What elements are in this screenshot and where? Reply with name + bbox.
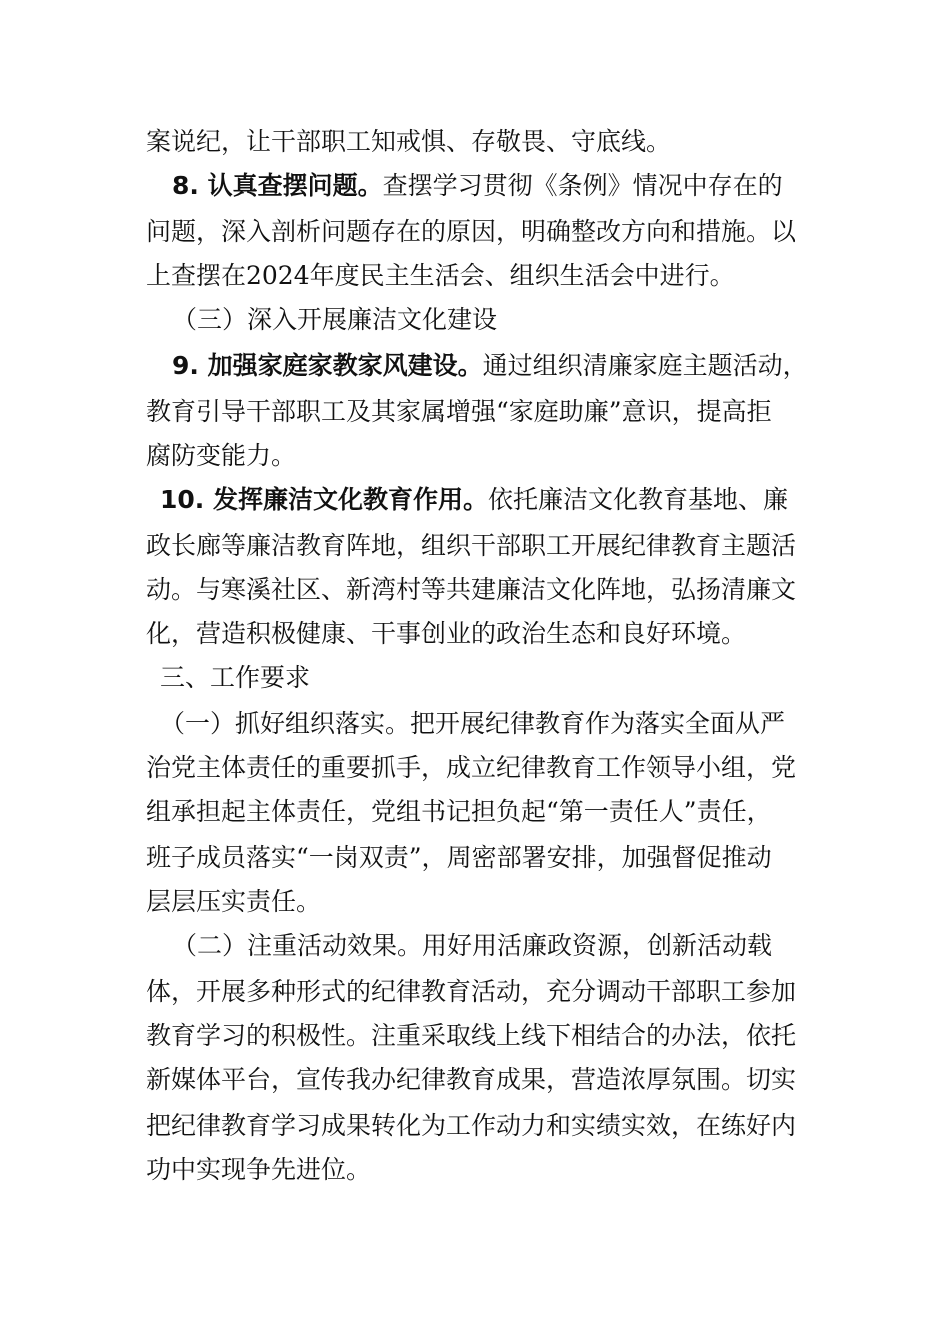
item-8-heading: 8. 认真查摆问题。 xyxy=(172,171,383,200)
item-10-line xyxy=(160,480,788,520)
subsection-heading-3 xyxy=(172,300,497,340)
paragraph-line xyxy=(146,838,772,878)
line-text: 功中实现争先进位。 xyxy=(146,1155,372,1184)
paragraph-line xyxy=(146,614,746,654)
line-text: 班子成员落实“一岗双责”，周密部署安排，加强督促推动 xyxy=(146,843,772,872)
line-text: 政长廊等廉洁教育阵地，组织干部职工开展纪律教育主题活 xyxy=(146,531,797,560)
paragraph-line xyxy=(146,882,321,922)
paragraph-line xyxy=(172,926,772,966)
line-text: 组承担起主体责任，党组书记担负起“第一责任人”责任， xyxy=(146,797,772,826)
line-text: 体，开展多种形式的纪律教育活动，充分调动干部职工参加 xyxy=(146,977,797,1006)
item-10-heading: 10. 发挥廉洁文化教育作用。 xyxy=(160,485,488,514)
paragraph-line xyxy=(146,436,296,476)
item-9-line xyxy=(172,346,808,386)
line-text: 通过组织清廉家庭主题活动， xyxy=(482,351,808,380)
paragraph-line xyxy=(146,392,772,432)
line-text: （二）注重活动效果。用好用活廉政资源，创新活动载 xyxy=(172,931,773,960)
line-text: （三）深入开展廉洁文化建设 xyxy=(172,305,498,334)
line-text: （一）抓好组织落实。把开展纪律教育作为落实全面从严 xyxy=(160,709,786,738)
line-text: 新媒体平台，宣传我办纪律教育成果，营造浓厚氛围。切实 xyxy=(146,1065,797,1094)
paragraph-line xyxy=(146,972,796,1012)
line-text: 化，营造积极健康、干事创业的政治生态和良好环境。 xyxy=(146,619,747,648)
paragraph-line xyxy=(146,1016,796,1056)
line-text: 层层压实责任。 xyxy=(146,887,322,916)
paragraph-line xyxy=(146,212,796,252)
line-text: 教育引导干部职工及其家属增强“家庭助廉”意识，提高拒 xyxy=(146,397,772,426)
line-text: 治党主体责任的重要抓手，成立纪律教育工作领导小组，党 xyxy=(146,753,797,782)
item-8-line xyxy=(172,166,783,206)
item-9-heading: 9. 加强家庭家教家风建设。 xyxy=(172,351,483,380)
paragraph-line xyxy=(146,1106,796,1146)
paragraph-line xyxy=(146,122,671,162)
line-text: 腐防变能力。 xyxy=(146,441,297,470)
line-text: 上查摆在2024年度民主生活会、组织生活会中进行。 xyxy=(146,261,735,290)
line-text: 动。与寒溪社区、新湾村等共建廉洁文化阵地，弘扬清廉文 xyxy=(146,575,797,604)
line-text: 教育学习的积极性。注重采取线上线下相结合的办法，依托 xyxy=(146,1021,797,1050)
line-text: 问题，深入剖析问题存在的原因，明确整改方向和措施。以 xyxy=(146,217,797,246)
paragraph-line xyxy=(146,570,796,610)
paragraph-line xyxy=(146,526,796,566)
paragraph-line xyxy=(146,1150,371,1190)
line-text: 案说纪，让干部职工知戒惧、存敬畏、守底线。 xyxy=(146,127,672,156)
paragraph-line xyxy=(146,256,735,296)
paragraph-line xyxy=(146,748,796,788)
line-text: 把纪律教育学习成果转化为工作动力和实绩实效，在练好内 xyxy=(146,1111,797,1140)
line-text: 三、工作要求 xyxy=(160,663,311,692)
line-text: 依托廉洁文化教育基地、廉 xyxy=(488,485,789,514)
paragraph-line xyxy=(146,1060,796,1100)
paragraph-line xyxy=(146,792,772,832)
paragraph-line xyxy=(160,704,785,744)
section-heading-3 xyxy=(160,658,310,698)
line-text: 查摆学习贯彻《条例》情况中存在的 xyxy=(382,171,783,200)
